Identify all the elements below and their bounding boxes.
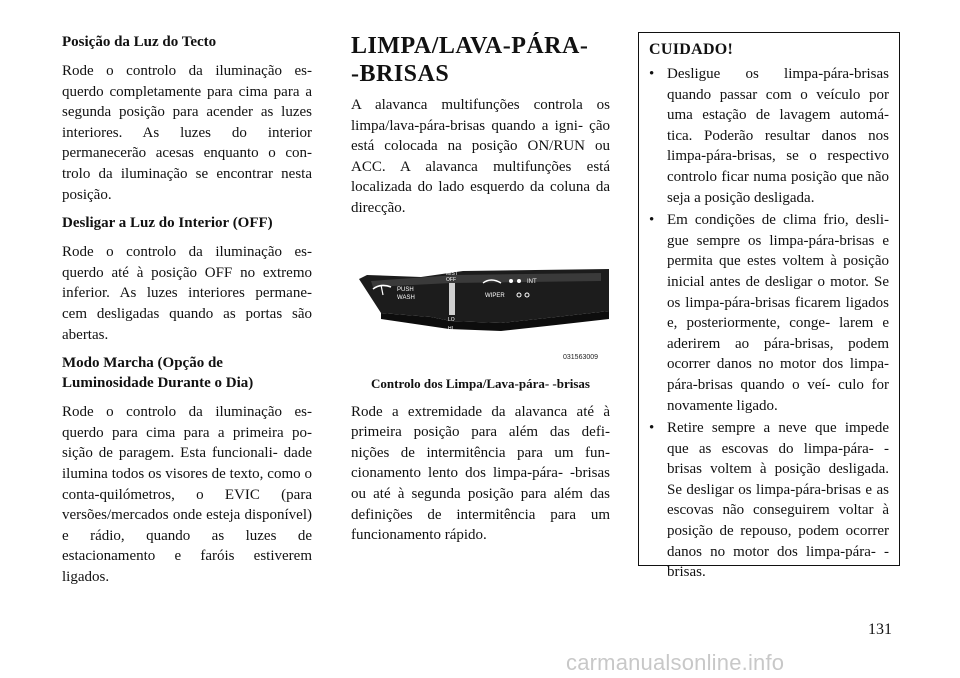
section-paragraph-parade-mode: Rode o controlo da iluminação es- querdo para cima para a primeira po- sição de paragem. Esta funcionali- dade ilumina todos os visores de texto, como o conta-quilómetros, o EVIC (para versões/mercados onde esteja disponível) e rádio, quando as luzes de estacionamento e faróis estiverem ligados. <box>62 404 312 585</box>
title-line-1: LIMPA/LAVA-PÁRA- <box>351 33 589 59</box>
caution-box <box>638 32 900 581</box>
bullet-icon: • <box>649 66 655 82</box>
bullet-icon: • <box>649 420 655 437</box>
left-column <box>62 32 312 595</box>
body-paragraph: Rode a extremidade da alavanca até à primeira posição para além das defi- nições de intermitência para um fun- cionamento lento dos limpa-pára- -brisas ou até à segunda posição para além das definições de intermitência para um funcionamento rápido. <box>351 403 610 544</box>
slider-track <box>449 283 455 315</box>
caution-title: CUIDADO! <box>649 41 734 58</box>
off-label: OFF <box>446 276 456 283</box>
page-number: 131 <box>868 621 892 638</box>
caution-item <box>649 210 889 416</box>
middle-column <box>351 32 610 554</box>
wiper-lever-illustration <box>351 261 610 369</box>
wiper-label: WIPER <box>485 292 505 299</box>
wash-label: WASH <box>397 294 415 301</box>
section-heading-ceiling-light: Posição da Luz do Tecto <box>62 34 217 50</box>
caution-list <box>649 64 889 583</box>
section-paragraph-ceiling-light: Rode o controlo da iluminação es- querdo completamente para cima para a segunda posição para acender as luzes interiores. As luzes do interior permanecerão acesas enquanto o con- trolo da iluminação se encontrar nesta posição. <box>62 63 312 203</box>
page-title <box>351 32 610 88</box>
hi-label: HI <box>448 325 453 332</box>
int-label: INT <box>527 278 537 285</box>
figure-caption: Controlo dos Limpa/Lava-pára- -brisas <box>371 375 590 391</box>
right-column <box>638 32 900 581</box>
wiper-lever-figure <box>351 261 610 369</box>
figure-code: 031563009 <box>563 353 599 361</box>
caution-item-text: Retire sempre a neve que impede que as escovas do limpa-pára- -brisas voltem à posição desligada. Se desligar os limpa-pára-brisas e as escovas não conseguirem voltar à posição de repouso, podem ocorrer danos no motor dos limpa-pára- -brisas. <box>667 420 889 581</box>
section-paragraph-interior-off: Rode o controlo da iluminação es- querdo até à posição OFF no extremo inferior. As luzes interiores permane- cem desligadas quando as portas são abertas. <box>62 244 312 343</box>
section-heading-parade-mode: Modo Marcha (Opção de Luminosidade Durante o Dia) <box>62 355 254 392</box>
lo-label: LO <box>448 316 455 323</box>
caution-item-text: Desligue os limpa-pára-brisas quando passar com o veículo por uma estação de lavagem automá- tica. Poderão resultar danos nos limpa-pára-brisas, se o respectivo controlo ficar numa posição que não seja a posição desligada. <box>667 66 889 206</box>
title-line-2: -BRISAS <box>351 61 450 87</box>
watermark: carmanualsonline.info <box>566 650 785 675</box>
mist-label: MIST <box>446 270 458 277</box>
section-heading-interior-off: Desligar a Luz do Interior (OFF) <box>62 215 273 232</box>
caution-item <box>649 418 889 583</box>
caution-item-text: Em condições de clima frio, desli- gue sempre os limpa-pára-brisas e permita que estes voltem à posição inicial antes de desligar o motor. Se os limpa-pára-brisas ficarem ligados e, posteriormente, conge- larem e aderirem ao pára-brisas, podem ocorrer danos no motor dos limpa-pára-brisas quando o veí- culo for novamente ligado. <box>667 212 889 414</box>
bullet-icon: • <box>649 212 655 229</box>
intro-paragraph: A alavanca multifunções controla os limpa/lava-pára-brisas quando a igni- ção está colocada na posição ON/RUN ou ACC. A alavanca multifunções está localizada do lado esquerdo da coluna da direcção. <box>351 97 610 216</box>
caution-item <box>649 64 889 208</box>
push-label: PUSH <box>397 286 414 293</box>
